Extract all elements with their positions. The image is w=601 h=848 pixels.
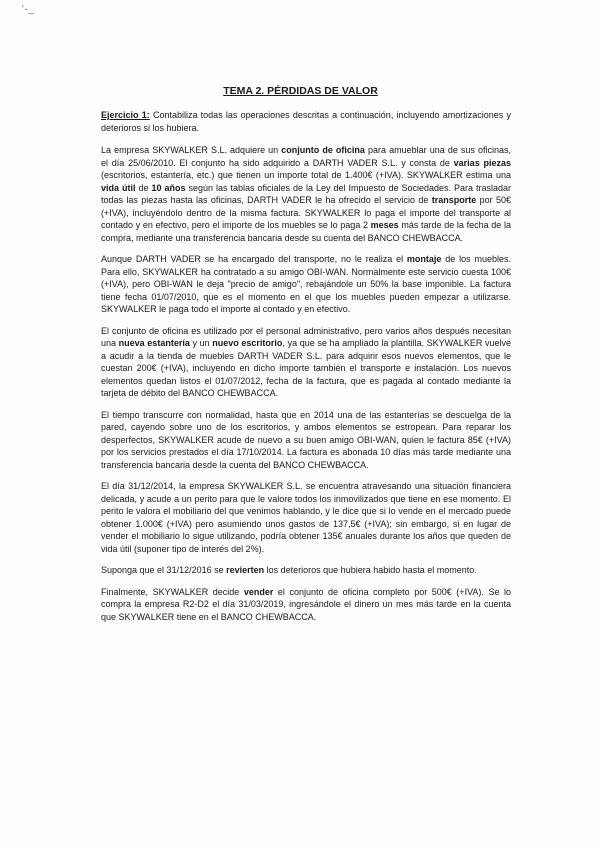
paragraph-list xyxy=(101,144,511,623)
paragraph-text: de xyxy=(135,182,152,193)
scan-mark: ʹ-_ xyxy=(22,4,35,14)
emphasis-text: conjunto de oficina xyxy=(281,145,365,155)
emphasis-text: transporte xyxy=(431,195,477,205)
paragraph-text: y un xyxy=(189,338,213,348)
emphasis-text: montaje xyxy=(406,254,442,264)
paragraph-text: El conjunto de oficina es utilizado por el personal administrativo, pero varios años después necesitan una xyxy=(101,325,511,348)
emphasis-text: varias piezas xyxy=(453,157,511,168)
paragraph-text: de los muebles. Para ello, SKYWALKER ha contratado a su amigo OBI-WAN. Normalmente este servicio cuesta 100€ (+IVA), pero OBI-WAN le deja "precio de amigo", rebajándole un 50% la base imponible. La factura tiene fecha 01/07/2010, que es el momento en el que los muebles pueden empezar a utilizarse. SKYWALKER le paga todo el importe al contado y en efectivo. xyxy=(101,254,511,314)
paragraph-text: el conjunto de oficina completo por 500€ (+IVA). Se lo compra la empresa R2-D2 el día 31/03/2019, ingresándole el dinero un mes más tarde en la cuenta que SKYWALKER tiene en el BANCO CHEWBACCA. xyxy=(101,586,511,622)
paragraph-text: Aunque DARTH VADER se ha encargado del transporte, no le realiza el xyxy=(101,254,407,264)
paragraph-text: por 50€ (+IVA), incluyéndolo dentro de la misma factura. SKYWALKER lo paga el importe del transporte al contado y en efectivo, pero el importe de los muebles se lo paga 2 xyxy=(101,195,511,230)
emphasis-text: vender xyxy=(243,586,274,597)
paragraph-2 xyxy=(101,253,511,316)
paragraph-4 xyxy=(101,409,511,472)
emphasis-text: 10 años xyxy=(151,182,186,193)
paragraph-text: El día 31/12/2014, la empresa SKYWALKER S.L. se encuentra atravesando una situación financiera delicada, y acude a un perito para que le valore todos los inmovilizados que tiene en ese momento. El perito le valora el mobiliario del que venimos hablando, y le dice que si lo vende en el mercado puede obtener 1.000€ (+IVA) pero asumiendo unos gastos de 137,5€ (+IVA); sin embargo, si en lugar de vender el mobiliario lo sigue utilizando, podría obtener 135€ anuales durante los años que queden de vida útil (suponer tipo de interés del 2%). xyxy=(101,481,511,554)
paragraph-7 xyxy=(101,586,511,624)
emphasis-text: nuevo escritorio xyxy=(212,338,283,348)
paragraph-text: para amueblar una de sus oficinas, el día 25/06/2010. El conjunto ha sido adquirido a DARTH VADER S.L. y consta de xyxy=(101,145,512,168)
paragraph-text: Suponga que el 31/12/2016 se xyxy=(101,565,227,575)
paragraph-text: (escritorios, estantería, etc.) que tienen un importe total de 1.400€ (+IVA). SKYWALKER estima una xyxy=(101,170,511,180)
document-title: TEMA 2. PÉRDIDAS DE VALOR xyxy=(223,85,378,97)
paragraph-text: El tiempo transcurre con normalidad, hasta que en 2014 una de las estanterías se descuelga de la pared, cayendo sobre uno de los escritorios, y ambos elementos se estropean. Para reparar los desperfectos, SKYWALKER acude de nuevo a su buen amigo OBI-WAN, quien le factura 85€ (+IVA) por los servicios prestados el día 17/10/2014. La factura es abonada 10 días más tarde mediante una transferencia bancaria desde la cuenta del BANCO CHEWBACCA. xyxy=(101,409,511,470)
emphasis-text: vida útil xyxy=(101,182,136,193)
paragraph-text: La empresa SKYWALKER S.L. adquiere un xyxy=(101,145,282,155)
paragraph-1 xyxy=(101,144,511,244)
exercise-statement xyxy=(101,109,511,134)
exercise-instruction: Contabiliza todas las operaciones descritas a continuación, incluyendo amortizaciones y deterioros si los hubiera. xyxy=(101,110,511,133)
paragraph-text: según las tablas oficiales de la Ley del Impuesto de Sociedades. Para trasladar todas las piezas hasta las oficinas, DARTH VADER le ha ofrecido el servicio de xyxy=(101,182,511,205)
paragraph-3 xyxy=(101,325,511,400)
paragraph-6 xyxy=(101,564,511,577)
paragraph-text: los deterioros que hubiera habido hasta el momento. xyxy=(264,565,477,575)
emphasis-text: revierten xyxy=(226,565,265,575)
emphasis-text: nueva estantería xyxy=(118,338,190,348)
document-body xyxy=(101,109,511,632)
paragraph-text: Finalmente, SKYWALKER decide xyxy=(101,586,244,597)
paragraph-text: más tarde de la fecha de la compra, mediante una transferencia bancaria desde su cuenta del BANCO CHEWBACCA. xyxy=(101,220,511,243)
paragraph-5 xyxy=(101,480,511,555)
exercise-label: Ejercicio 1: xyxy=(101,110,150,120)
paragraph-text: , ya que se ha ampliado la plantilla. SKYWALKER vuelve a acudir a la tienda de muebles DARTH VADER S.L. para adquirir esos nuevos elementos, que le cuestan 200€ (+IVA), incluyendo en dicho importe también el transporte e instalación. Los nuevos elementos quedan listos el 01/07/2012, fecha de la factura, que es pagada al contado mediante la tarjeta de débito del BANCO CHEWBACCA. xyxy=(101,338,511,398)
emphasis-text: meses xyxy=(370,220,399,230)
